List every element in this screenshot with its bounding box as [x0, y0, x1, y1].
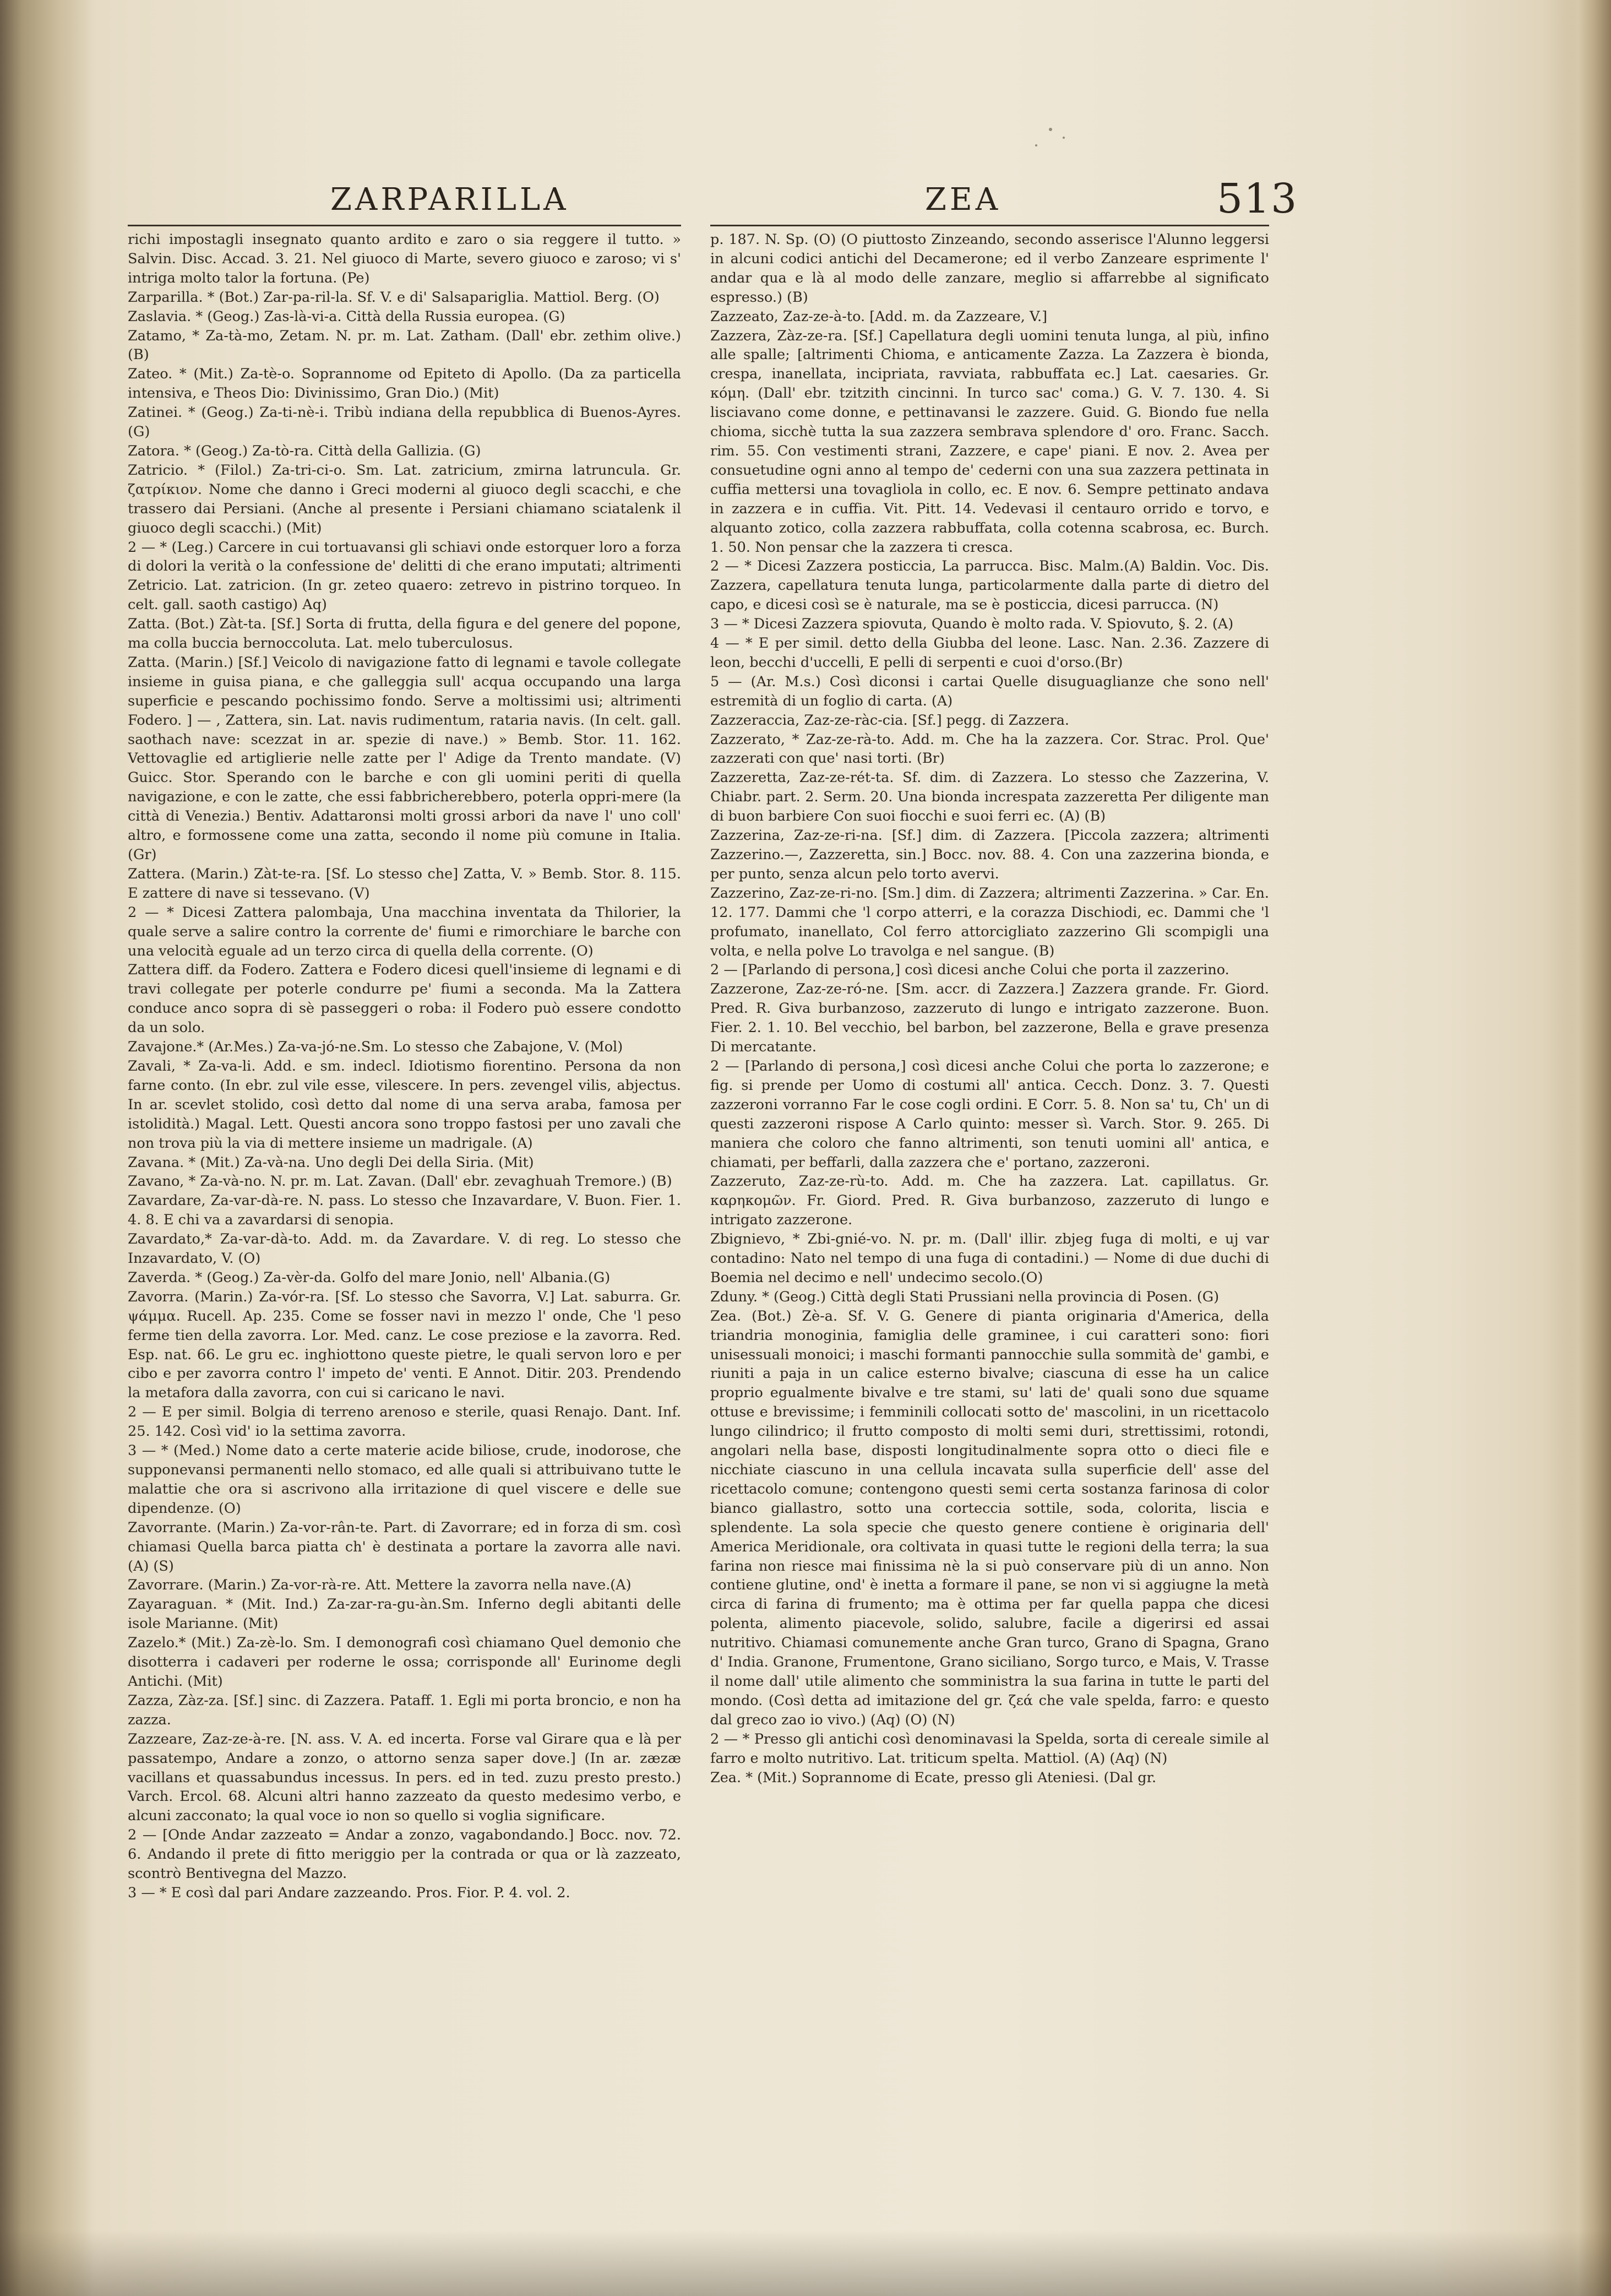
dictionary-entry: Zavali, * Za-va-li. Add. e sm. indecl. Idiotismo fiorentino. Persona da non farne conto. (In ebr. zul vile esse, vilescere. In pers. zevengel vilis, abjectus. In ar. scevlet stolido, così detto dal nome di una serva araba, famosa per istolidità.) Magal. Lett. Questi ancora sono troppo fastosi per uno zavali che non trova più la via di mettere insieme un madrigale. (A) — [128, 1057, 681, 1152]
dictionary-entry: Zavorrare. (Marin.) Za-vor-rà-re. Att. Mettere la zavorra nella nave.(A) — [128, 1577, 632, 1594]
left-column — [128, 230, 681, 1903]
right-column — [710, 230, 1269, 1787]
dictionary-entry: Zarparilla. * (Bot.) Zar-pa-ril-la. Sf. V. e di' Salsapariglia. Mattiol. Berg. (O) — [128, 289, 660, 306]
dictionary-entry: Zazelo.* (Mit.) Za-zè-lo. Sm. I demonografi così chiamano Quel demonio che disotterra i cadaveri per roderne le ossa; corrisponde all' Eurinome degli Antichi. (Mit) — [128, 1635, 681, 1690]
dictionary-entry: Zayaraguan. * (Mit. Ind.) Za-zar-ra-gu-àn.Sm. Inferno degli abitanti delle isole Marianne. (Mit) — [128, 1596, 681, 1632]
dictionary-entry: Zatinei. * (Geog.) Za-ti-nè-i. Tribù indiana della repubblica di Buenos-Ayres. (G) — [128, 404, 681, 441]
dictionary-entry: 2 — * (Leg.) Carcere in cui tortuavansi gli schiavi onde estorquer loro a forza di dolori la verità o la confessione de' delitti di che erano imputati; altrimenti Zetricio. Lat. zatricion. (In gr. zeteo quaero: zetrevo in pistrino torqueo. In celt. gall. saoth castigo) Aq) — [128, 539, 681, 614]
dictionary-entry: 5 — (Ar. M.s.) Così diconsi i cartai Quelle disuguaglianze che sono nell' estremità di un foglio di carta. (A) — [710, 673, 1269, 709]
header-rule-right — [710, 225, 1269, 226]
page-number: 513 — [1217, 175, 1298, 222]
running-head-center: ZEA — [925, 182, 1002, 218]
dictionary-entry: 2 — * Dicesi Zattera palombaja, Una macchina inventata da Thilorier, la quale serve a salire contro la corrente de' fiumi e rimorchiare le barche con una velocità eguale ad un terzo circa di quella della corrente. (O) — [128, 904, 681, 959]
dictionary-entry: Zavardare, Za-var-dà-re. N. pass. Lo stesso che Inzavardare, V. Buon. Fier. 1. 4. 8. E chi va a zavardarsi di senopia. — [128, 1192, 681, 1229]
dictionary-entry: 2 — * Presso gli antichi così denominavasi la Spelda, sorta di cereale simile al farro e molto nutritivo. Lat. triticum spelta. Mattiol. (A) (Aq) (N) — [710, 1730, 1269, 1767]
dictionary-entry: Zea. (Bot.) Zè-a. Sf. V. G. Genere di pianta originaria d'America, della triandria monoginia, famiglia delle graminee, i cui caratteri sono: fiori unisessuali monoici; i maschi formanti pannocchie sulla sommità de' gambi, e riuniti a paja in un calice esterno bivalve; ciascuna di esse ha un calice proprio egualmente bivalve e tre stami, su' lati de' quali sono due squame ottuse e brevissime; i femminili collocati sotto de' mascolini, in un ricettacolo lungo cilindrico; il frutto composto di molti semi duri, strettissimi, rotondi, angolari nella base, disposti longitudinalmente sopra otto o dieci file e nicchiate ciascuno in una cellula incavata sulla superficie dell' asse del ricettacolo comune; contengono questi semi certa sostanza farinosa di color bianco giallastro, sotto una corteccia sottile, soda, colorita, liscia e splendente. La sola specie che questo genere contiene è originaria dell' America Meridionale, ora coltivata in quasi tutte le regioni della terra; la sua farina non riesce mai finissima nè la si può conservare più di un anno. Non contiene glutine, ond' è inetta a formare il pane, se non vi si aggiugne la metà circa di farina di frumento; ma è ottima per far quella pappa che dicesi polenta, alimento piacevole, solido, salubre, facile a digerirsi ed assai nutritivo. Chiamasi comunemente anche Gran turco, Grano di Spagna, Grano d' India. Granone, Frumentone, Grano siciliano, Sorgo turco, e Mais, V. Trasse il nome dall' utile alimento che somministra la sua farina in tutte le parti del mondo. (Così detta ad imitazione del gr. ζεά che vale spelda, farro: e questo dal greco zao io vivo.) (Aq) (O) (N) — [710, 1307, 1269, 1728]
dictionary-entry: Zatora. * (Geog.) Za-tò-ra. Città della Gallizia. (G) — [128, 442, 481, 459]
dictionary-entry: Zatricio. * (Filol.) Za-tri-ci-o. Sm. Lat. zatricium, zmirna latruncula. Gr. ζατρίκιον. Nome che danno i Greci moderni al giuoco degli scacchi, e che trassero dai Persiani. (Anche al presente i Persiani chiamano sciatalenk il giuoco degli scacchi.) (Mit) — [128, 462, 681, 536]
dictionary-entry: 2 — [Onde Andar zazzeato = Andar a zonzo, vagabondando.] Bocc. nov. 72. 6. Andando il prete di fitto meriggio per la contrada or qua or là zazzeato, scontrò Bentivegna del Mazzo. — [128, 1827, 681, 1882]
page-gutter-shadow — [0, 0, 94, 2296]
dictionary-entry: Zduny. * (Geog.) Città degli Stati Prussiani nella provincia di Posen. (G) — [710, 1288, 1220, 1305]
ink-spot — [1049, 128, 1052, 131]
dictionary-entry: Zazzeato, Zaz-ze-à-to. [Add. m. da Zazzeare, V.] — [710, 308, 1048, 325]
ink-spot — [1035, 144, 1037, 146]
header-rule-left — [128, 225, 681, 226]
dictionary-entry: Zavajone.* (Ar.Mes.) Za-va-jó-ne.Sm. Lo stesso che Zabajone, V. (Mol) — [128, 1039, 623, 1056]
dictionary-entry: Zatta. (Bot.) Zàt-ta. [Sf.] Sorta di frutta, della figura e del genere del popone, ma colla buccia bernoccoluta. Lat. melo tuberculosus. — [128, 616, 681, 652]
dictionary-entry: Zazzeraccia, Zaz-ze-ràc-cia. [Sf.] pegg. di Zazzera. — [710, 712, 1070, 729]
dictionary-entry: Zaslavia. * (Geog.) Zas-là-vi-a. Città della Russia europea. (G) — [128, 308, 565, 325]
dictionary-entry: Zatta. (Marin.) [Sf.] Veicolo di navigazione fatto di legnami e tavole collegate insieme in guisa piana, e che galleggia sull' acqua occupando una larga superficie e pescando pochissimo fondo. Serve a moltissimi usi; altrimenti Fodero. ] — , Zattera, sin. Lat. navis rudimentum, rataria navis. (In celt. gall. saothach nave: scezzat in ar. spezie di nave.) » Bemb. Stor. 11. 162. Vettovaglie ed artiglierie nelle zatte per l' Adige da Trento mandate. (V) Guicc. Stor. Sperando con le barche e con gli uomini periti di quella navigazione, e con le zatte, che essi fabbricherebbero, poterla oppri-mere (la città di Venezia.) Bentiv. Adattaronsi molti grossi arbori da nave l' uno coll' altro, e formossene come una zatta, secondo il nome più comune in Italia. (Gr) — [128, 654, 681, 863]
dictionary-entry: Zazza, Zàz-za. [Sf.] sinc. di Zazzera. Pataff. 1. Egli mi porta broncio, e non ha zazza. — [128, 1692, 681, 1728]
dictionary-entry: Zavorra. (Marin.) Za-vór-ra. [Sf. Lo stesso che Savorra, V.] Lat. saburra. Gr. ψάμμα. Rucell. Ap. 235. Come se fosser navi in mezzo l' onde, Che 'l peso ferme tien della zavorra. Lor. Med. canz. Le cose preziose e la zavorra. Red. Esp. nat. 66. Le gru ec. inghiottono queste pietre, le quali servon loro e per cibo e per zavorra contro l' impeto de' venti. E Annot. Ditir. 203. Prendendo la metafora dalla zavorra, con cui si caricano le navi. — [128, 1288, 681, 1402]
page-fore-edge — [1561, 0, 1611, 2296]
page-bottom-shadow — [0, 2230, 1611, 2296]
dictionary-entry: 2 — [Parlando di persona,] così dicesi anche Colui che porta lo zazzerone; e fig. si prende per Uomo di costumi all' antica. Cecch. Donz. 3. 7. Questi zazzeroni vorranno Far le cose cogli ordini. E Corr. 5. 8. Non sa' tu, Ch' un di questi zazzeroni rispose A Carlo quinto: messer sì. Varch. Stor. 9. 265. Di maniera che coloro che fanno altrimenti, son tenuti uomini all' antica, e chiamati, per beffarli, dalla zazzera che e' portano, zazzeroni. — [710, 1057, 1269, 1171]
dictionary-entry: richi impostagli insegnato quanto ardito e zaro o sia reggere il tutto. » Salvin. Disc. Accad. 3. 21. Nel giuoco di Marte, severo giuoco e zaroso; vi s' intriga molto talor la fortuna. (Pe) — [128, 231, 681, 286]
dictionary-entry: 2 — [Parlando di persona,] così dicesi anche Colui che porta il zazzerino. — [710, 962, 1229, 979]
dictionary-entry: Zateo. * (Mit.) Za-tè-o. Soprannome od Epiteto di Apollo. (Da za particella intensiva, e Theos Dio: Divinissimo, Gran Dio.) (Mit) — [128, 366, 681, 402]
dictionary-entry: 2 — E per simil. Bolgia di terreno arenoso e sterile, quasi Renajo. Dant. Inf. 25. 142. Così vid' io la settima zavorra. — [128, 1404, 681, 1440]
dictionary-entry: Zazzerone, Zaz-ze-ró-ne. [Sm. accr. di Zazzera.] Zazzera grande. Fr. Giord. Pred. R. Giva burbanzoso, zazzeruto di lungo e intrigato zazzerone. Buon. Fier. 2. 1. 10. Bel vecchio, bel barbon, bel zazzerone, Bella e grave presenza Di mercatante. — [710, 981, 1269, 1056]
dictionary-entry: Zattera. (Marin.) Zàt-te-ra. [Sf. Lo stesso che] Zatta, V. » Bemb. Stor. 8. 115. E zattere di nave si tessevano. (V) — [128, 865, 681, 902]
dictionary-entry: Zazzerato, * Zaz-ze-rà-to. Add. m. Che ha la zazzera. Cor. Strac. Prol. Que' zazzerati con que' nasi torti. (Br) — [710, 731, 1269, 767]
dictionary-entry: Zazzera, Zàz-ze-ra. [Sf.] Capellatura degli uomini tenuta lunga, al più, infino alle spalle; [altrimenti Chioma, e anticamente Zazza. La Zazzera è bionda, crespa, inanellata, incipriata, ravviata, rabbuffata ec.] Lat. caesaries. Gr. κόμη. (Dall' ebr. tzitzith cincinni. In turco sac' coma.) G. V. 7. 130. 4. Si lisciavano come donne, e pettinavansi le zazzere. Guid. G. Biondo fue nella chioma, sicchè tutta la sua zazzera sembrava splendore d' oro. Franc. Sacch. rim. 55. Con vestimenti strani, Zazzere, e cape' piani. E nov. 2. Avea per consuetudine ogni anno al tempo de' cederni con una sua zazzera pettinata in cuffia mettersi una tovagliola in collo, ec. E nov. 6. Sempre pettinato andava in zazzera e in cuffia. Vit. Pitt. 14. Vedevasi il centauro orrido e torvo, e alquanto zotico, colla zazzera rabbuffata, colla cotenna scabrosa, ec. Burch. 1. 50. Non pensar che la zazzera ti cresca. — [710, 327, 1269, 556]
dictionary-entry: Zazzerino, Zaz-ze-ri-no. [Sm.] dim. di Zazzera; altrimenti Zazzerina. » Car. En. 12. 177. Dammi che 'l corpo atterri, e la corazza Dischiodi, ec. Dammi che 'l profumato, inanellato, Col ferro attorcigliato zazzerino Gli scompigli una volta, e nella polve Lo travolga e nel sangue. (B) — [710, 884, 1269, 959]
dictionary-entry: Zea. * (Mit.) Soprannome di Ecate, presso gli Ateniesi. (Dal gr. — [710, 1769, 1157, 1786]
dictionary-entry: Zazzeruto, Zaz-ze-rù-to. Add. m. Che ha zazzera. Lat. capillatus. Gr. καρηκομῶν. Fr. Giord. Pred. R. Giva burbanzoso, zazzeruto di lungo e intrigato zazzerone. — [710, 1173, 1269, 1229]
dictionary-entry: Zattera diff. da Fodero. Zattera e Fodero dicesi quell'insieme di legnami e di travi collegate per poterle condurre pe' fiumi a seconda. Ma la Zattera conduce anco sopra di sè passeggeri o roba: il Fodero può essere condotto da un solo. — [128, 962, 681, 1036]
dictionary-entry: Zazzerina, Zaz-ze-ri-na. [Sf.] dim. di Zazzera. [Piccola zazzera; altrimenti Zazzerino.—, Zazzeretta, sin.] Bocc. nov. 88. 4. Con una zazzerina bionda, e per punto, senza alcun pelo torto avervi. — [710, 827, 1269, 882]
dictionary-entry: Zazzeare, Zaz-ze-à-re. [N. ass. V. A. ed incerta. Forse val Girare qua e là per passatempo, Andare a zonzo, o attorno senza saper dove.] (In ar. zæzæ vacillans et quassabundus incessus. In pers. ed in ted. zuzu presto presto.) Varch. Ercol. 68. Alcuni altri hanno zazzeato da questo medesimo verbo, e alcuni zacconato; la qual voce io non so quello si voglia significare. — [128, 1730, 681, 1825]
dictionary-entry: Zavardato,* Za-var-dà-to. Add. m. da Zavardare. V. di reg. Lo stesso che Inzavardato, V. (O) — [128, 1231, 681, 1267]
dictionary-entry: p. 187. N. Sp. (O) (O piuttosto Zinzeando, secondo asserisce l'Alunno leggersi in alcuni codici antichi del Decamerone; ed il verbo Zanzeare esprimente l' andar qua e là al modo delle zanzare, meglio si affarrebbe al significato espresso.) (B) — [710, 231, 1269, 306]
dictionary-entry: Zbignievo, * Zbi-gnié-vo. N. pr. m. (Dall' illir. zbjeg fuga di molti, e uj var contadino: Nato nel tempo di una fuga di contadini.) — Nome di due duchi di Boemia nel decimo e nell' undecimo secolo.(O) — [710, 1231, 1269, 1286]
dictionary-entry: 3 — * (Med.) Nome dato a certe materie acide biliose, crude, inodorose, che supponevansi permanenti nello stomaco, ed alle quali si attribuivano tutte le malattie che ora si ascrivono alla irritazione di quel viscere e delle sue dipendenze. (O) — [128, 1442, 681, 1517]
dictionary-entry: Zavana. * (Mit.) Za-và-na. Uno degli Dei della Siria. (Mit) — [128, 1154, 534, 1171]
dictionary-entry: 4 — * E per simil. detto della Giubba del leone. Lasc. Nan. 2.36. Zazzere di leon, becchi d'uccelli, E pelli di serpenti e cuoi d'orso.(Br) — [710, 635, 1269, 671]
dictionary-entry: Zatamo, * Za-tà-mo, Zetam. N. pr. m. Lat. Zatham. (Dall' ebr. zethim olive.) (B) — [128, 327, 681, 363]
ink-spot — [1063, 137, 1065, 139]
dictionary-entry: Zazzeretta, Zaz-ze-rét-ta. Sf. dim. di Zazzera. Lo stesso che Zazzerina, V. Chiabr. part. 2. Serm. 20. Una bionda increspata zazzeretta Per diligente man di buon barbiere Con suoi fiocchi e suoi ferri ec. (A) (B) — [710, 769, 1269, 825]
dictionary-entry: 3 — * Dicesi Zazzera spiovuta, Quando è molto rada. V. Spiovuto, §. 2. (A) — [710, 616, 1234, 633]
dictionary-entry: 3 — * E così dal pari Andare zazzeando. Pros. Fior. P. 4. vol. 2. — [128, 1884, 570, 1901]
running-head-left: ZARPARILLA — [330, 182, 569, 218]
dictionary-entry: Zavorrante. (Marin.) Za-vor-rân-te. Part. di Zavorrare; ed in forza di sm. così chiamasi Quella barca piatta ch' è destinata a portare la zavorra alle navi. (A) (S) — [128, 1519, 681, 1575]
dictionary-entry: Zaverda. * (Geog.) Za-vèr-da. Golfo del mare Jonio, nell' Albania.(G) — [128, 1269, 611, 1286]
dictionary-entry: 2 — * Dicesi Zazzera posticcia, La parrucca. Bisc. Malm.(A) Baldin. Voc. Dis. Zazzera, capellatura tenuta lunga, particolarmente dalla parte di dietro del capo, e dicesi così se è naturale, ma se è posticcia, dicesi parrucca. (N) — [710, 558, 1269, 614]
dictionary-entry: Zavano, * Za-và-no. N. pr. m. Lat. Zavan. (Dall' ebr. zevaghuah Tremore.) (B) — [128, 1173, 672, 1190]
